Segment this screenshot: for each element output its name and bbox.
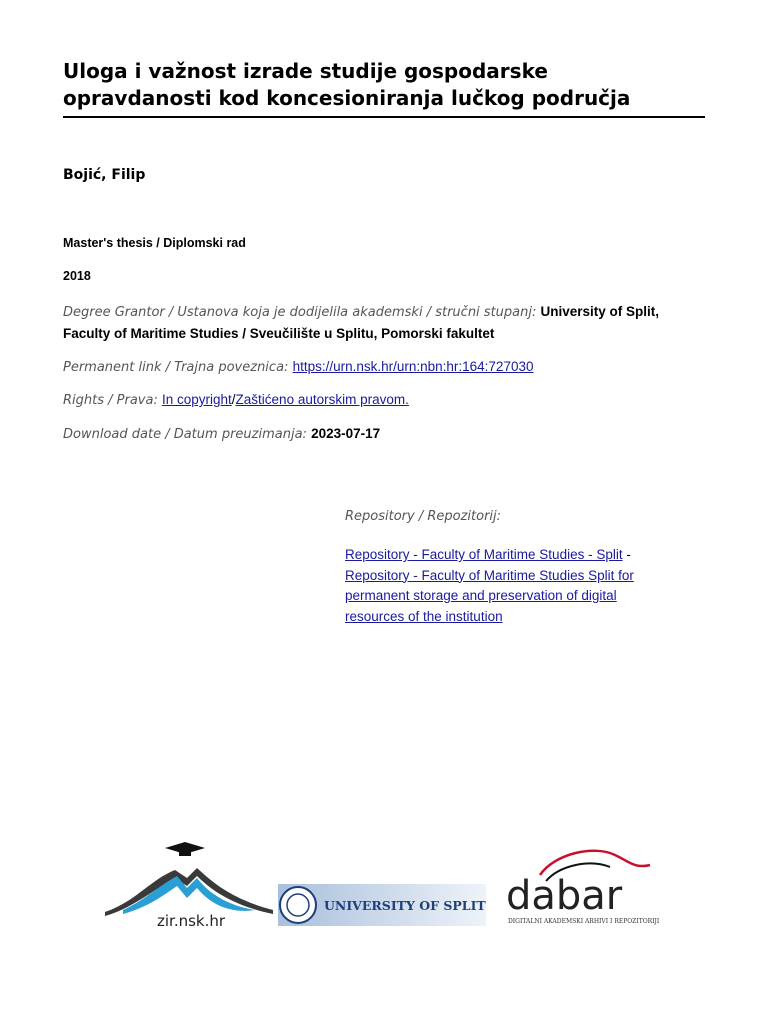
rights-label: Rights / Prava:: [63, 393, 158, 408]
degree-grantor: [63, 301, 703, 345]
dabar-logo[interactable]: [500, 845, 665, 927]
degree-grantor-label: Degree Grantor / Ustanova koja je dodijelila akademski / stručni stupanj:: [63, 305, 537, 320]
repository-link-1[interactable]: Repository - Faculty of Maritime Studies - Split: [345, 547, 623, 562]
document-title: [63, 58, 713, 112]
download-date-label: Download date / Datum preuzimanja:: [63, 427, 307, 442]
rights: [63, 389, 703, 411]
permanent-link-url[interactable]: https://urn.nsk.hr/urn:nbn:hr:164:727030: [292, 359, 534, 374]
permanent-link: [63, 356, 703, 378]
degree-grantor-value: University of Split, Faculty of Maritime Studies / Sveučilište u Splitu, Pomorski fakultet: [63, 304, 660, 341]
download-date-value: 2023-07-17: [311, 426, 381, 441]
university-seal-icon: [280, 887, 316, 923]
dabar-logo-text: dabar: [506, 873, 623, 919]
repository-link-2[interactable]: Repository - Faculty of Maritime Studies Split for permanent storage and preservation of digital resources of the institution: [345, 567, 634, 624]
title-line-2: opravdanosti kod koncesioniranja lučkog područja: [63, 86, 631, 110]
title-line-1: Uloga i važnost izrade studije gospodarske: [63, 59, 548, 83]
repository-links: [345, 545, 655, 627]
permanent-link-label: Permanent link / Trajna poveznica:: [63, 360, 289, 375]
author-name: Bojić, Filip: [63, 167, 146, 183]
university-of-split-logo[interactable]: [278, 884, 486, 926]
document-year: 2018: [63, 269, 91, 283]
document-type: Master's thesis / Diplomski rad: [63, 236, 246, 250]
rights-link-zasticeno[interactable]: Zaštićeno autorskim pravom.: [235, 392, 409, 407]
title-divider: [63, 116, 705, 118]
download-date: [63, 423, 703, 445]
repository-label: Repository / Repozitorij:: [345, 509, 502, 524]
rights-link-in-copyright[interactable]: In copyright: [161, 392, 232, 407]
rights-separator: /: [231, 392, 236, 407]
zir-logo-text: zir.nsk.hr: [157, 912, 226, 930]
dabar-logo-subtitle: DIGITALNI AKADEMSKI ARHIVI I REPOZITORIJI: [508, 918, 660, 925]
university-logo-text: UNIVERSITY OF SPLIT: [324, 898, 486, 913]
zir-nsk-logo[interactable]: [105, 840, 275, 930]
repository-separator: -: [626, 547, 631, 562]
